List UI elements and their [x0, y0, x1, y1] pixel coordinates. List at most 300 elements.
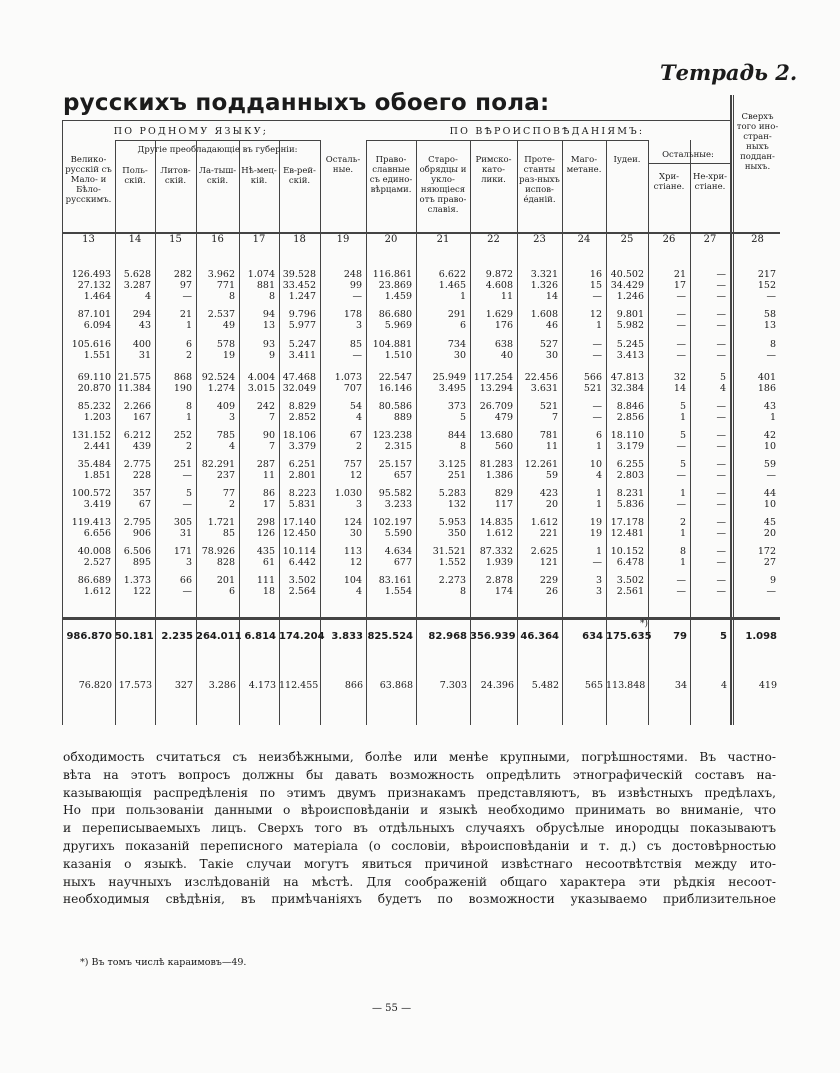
total-cell: 356.939: [470, 631, 516, 642]
table-cell: 8: [459, 586, 466, 597]
table-cell: 9: [268, 350, 275, 361]
table-cell: 1.386: [485, 470, 513, 481]
table-cell: 1.608: [530, 309, 558, 320]
column-number: 14: [128, 234, 142, 245]
table-cell: 80.586: [378, 401, 412, 412]
column-header-25: Іудеи.: [613, 155, 641, 165]
table-cell: 287: [256, 459, 275, 470]
table-cell: 5.953: [438, 517, 466, 528]
table-cell: 707: [343, 383, 362, 394]
table-cell: 3.413: [616, 350, 644, 361]
table-cell: 8: [769, 339, 776, 350]
table-cell: 45: [763, 517, 776, 528]
table-cell: 31: [138, 350, 151, 361]
total-cell: 5: [720, 631, 727, 642]
table-cell: 8.846: [616, 401, 644, 412]
column-number: 28: [751, 234, 764, 245]
table-cell: 2: [185, 441, 192, 452]
table-cell: 3.962: [207, 269, 235, 280]
table-cell: 122: [132, 586, 151, 597]
column-header-26: Хри-стіане.: [653, 172, 685, 192]
table-cell: 1.552: [438, 557, 466, 568]
table-cell: —: [676, 339, 686, 350]
table-cell: 242: [256, 401, 275, 412]
column-header-27: Не-хри-стіане.: [692, 172, 728, 192]
total-cell: 3.286: [208, 680, 236, 691]
column-header-17: Нѣ-мец-кій.: [241, 166, 277, 186]
column-header-23: Проте-станты раз-ныхъ испов-éданій.: [519, 155, 560, 205]
table-cell: 20: [545, 499, 558, 510]
table-cell: 1.551: [83, 350, 111, 361]
table-cell: 121: [539, 557, 558, 568]
table-cell: 2.803: [616, 470, 644, 481]
table-cell: 90: [262, 430, 275, 441]
table-cell: 771: [216, 280, 235, 291]
table-cell: 248: [343, 269, 362, 280]
table-cell: 1.721: [207, 517, 235, 528]
table-cell: 67: [138, 499, 151, 510]
table-cell: 2.564: [288, 586, 316, 597]
table-cell: —: [716, 517, 726, 528]
table-cell: 87.332: [479, 546, 513, 557]
table-cell: 8.223: [288, 488, 316, 499]
page-number: — 55 —: [372, 1003, 412, 1014]
table-cell: —: [716, 441, 726, 452]
total-cell: 76.820: [78, 680, 112, 691]
total-cell: 634: [582, 631, 603, 642]
table-cell: 4: [719, 383, 726, 394]
table-cell: 5: [185, 488, 192, 499]
table-rule: [62, 617, 780, 620]
column-header-20: Право-славные съ едино-вѣрцами.: [369, 155, 413, 195]
table-cell: 19: [589, 528, 602, 539]
table-cell: 66: [179, 575, 192, 586]
table-cell: 1.612: [83, 586, 111, 597]
column-header-19: Осталь-ные.: [325, 155, 361, 175]
table-cell: 2.537: [207, 309, 235, 320]
table-cell: —: [716, 470, 726, 481]
table-cell: 291: [447, 309, 466, 320]
column-header-13: Велико-русскій съ Мало- и Бѣло-русскимъ.: [65, 155, 112, 205]
table-cell: —: [182, 291, 192, 302]
column-number: 13: [82, 234, 95, 245]
table-cell: 4.634: [384, 546, 412, 557]
table-cell: 5: [679, 430, 686, 441]
total-cell: 264.011: [196, 631, 242, 642]
table-cell: 8: [679, 546, 686, 557]
table-cell: —: [676, 309, 686, 320]
column-header-28: Сверхъ того ино-стран-ныхъ поддан-ныхъ.: [736, 112, 779, 172]
text-line: ныхъ научныхъ изслѣдованій на мѣстѣ. Для соображеній общаго характера эти рѣдкія несоот-: [63, 874, 776, 889]
table-cell: 117: [494, 499, 513, 510]
table-cell: 59: [545, 470, 558, 481]
table-cell: 677: [393, 557, 412, 568]
table-cell: 58: [763, 309, 776, 320]
table-cell: 566: [583, 372, 602, 383]
table-cell: 5: [679, 401, 686, 412]
table-cell: —: [592, 401, 602, 412]
table-cell: 102.197: [372, 517, 412, 528]
table-cell: 23.869: [378, 280, 412, 291]
table-cell: 11: [262, 470, 275, 481]
text-line: необходимыя свѣдѣнія, въ примѣчаніяхъ будетъ по возможности указываемо приблизительное: [63, 892, 776, 907]
text-line: обходимость считаться съ неизбѣжными, болѣе или менѣе крупными, погрѣшностями. Въ частно-: [63, 750, 776, 764]
table-cell: 17.140: [282, 517, 316, 528]
table-cell: 1.612: [530, 517, 558, 528]
table-cell: 221: [539, 528, 558, 539]
total-cell: 24.396: [480, 680, 514, 691]
table-cell: —: [592, 291, 602, 302]
table-cell: —: [182, 499, 192, 510]
table-cell: 167: [132, 412, 151, 423]
table-cell: —: [716, 309, 726, 320]
table-cell: 400: [132, 339, 151, 350]
table-cell: 1.629: [485, 309, 513, 320]
table-cell: 1: [595, 320, 602, 331]
table-cell: 3.379: [288, 441, 316, 452]
table-cell: 12: [589, 309, 602, 320]
text-line: и переписываемыхъ лицъ. Сверхъ того въ отдѣльныхъ случаяхъ обрусѣлые инородцы показываютъ: [63, 821, 776, 836]
table-cell: 1: [679, 412, 686, 423]
table-cell: 11: [545, 441, 558, 452]
table-cell: 47.468: [282, 372, 316, 383]
table-cell: 176: [494, 320, 513, 331]
group-header-native-language: ПО РОДНОМУ ЯЗЫКУ;: [113, 126, 269, 137]
table-cell: 439: [132, 441, 151, 452]
total-cell: 5.482: [531, 680, 559, 691]
table-cell: 7: [268, 412, 275, 423]
table-cell: 757: [343, 459, 362, 470]
table-cell: 6.251: [288, 459, 316, 470]
table-cell: 1: [459, 291, 466, 302]
table-cell: 18: [262, 586, 275, 597]
total-cell: 175.635: [606, 631, 652, 642]
table-cell: 7: [551, 412, 558, 423]
table-cell: 13.680: [479, 430, 513, 441]
table-cell: 10.152: [610, 546, 644, 557]
total-cell: 63.868: [379, 680, 413, 691]
table-cell: 30: [453, 350, 466, 361]
table-cell: 16.146: [378, 383, 412, 394]
table-cell: —: [716, 586, 726, 597]
table-cell: 1.510: [384, 350, 412, 361]
table-cell: 21.575: [117, 372, 151, 383]
text-line: Но при пользованіи данными о вѣроисповѣданіи и языкѣ необходимо принимать во вниманіе, что: [63, 803, 776, 818]
table-cell: 99: [349, 280, 362, 291]
table-cell: 350: [447, 528, 466, 539]
table-cell: 6.478: [616, 557, 644, 568]
table-cell: 40: [500, 350, 513, 361]
table-cell: —: [766, 470, 776, 481]
table-cell: 25.157: [378, 459, 412, 470]
table-cell: 2.878: [485, 575, 513, 586]
table-cell: —: [592, 350, 602, 361]
table-cell: 17: [673, 280, 686, 291]
table-cell: —: [676, 350, 686, 361]
table-cell: 5.836: [616, 499, 644, 510]
table-cell: 479: [494, 412, 513, 423]
total-cell: 2.235: [161, 631, 193, 642]
table-cell: 113: [343, 546, 362, 557]
table-cell: 5: [459, 412, 466, 423]
column-number: 27: [703, 234, 717, 245]
table-cell: 1.373: [123, 575, 151, 586]
table-cell: —: [676, 441, 686, 452]
table-cell: 105.616: [71, 339, 111, 350]
table-cell: 86.680: [378, 309, 412, 320]
column-number: 15: [169, 234, 182, 245]
table-cell: 3.631: [530, 383, 558, 394]
table-cell: 131.152: [71, 430, 111, 441]
table-cell: 2: [185, 350, 192, 361]
table-cell: 20.870: [77, 383, 111, 394]
table-cell: 4.004: [247, 372, 275, 383]
table-cell: 31: [179, 528, 192, 539]
table-cell: 35.484: [77, 459, 111, 470]
table-cell: 6: [459, 320, 466, 331]
table-cell: 78.926: [201, 546, 235, 557]
table-cell: 3: [355, 499, 362, 510]
table-cell: 32.384: [610, 383, 644, 394]
table-cell: 5.977: [288, 320, 316, 331]
text-line: казанія о языкѣ. Такіе случаи могутъ явиться причиной извѣстнаго несоотвѣтствія между ито-: [63, 856, 776, 871]
table-cell: 4: [144, 291, 151, 302]
table-cell: 6.094: [83, 320, 111, 331]
table-rule: [733, 95, 734, 725]
table-cell: 1.073: [334, 372, 362, 383]
column-number: 16: [211, 234, 224, 245]
table-cell: 3.233: [384, 499, 412, 510]
table-cell: —: [716, 499, 726, 510]
table-cell: —: [352, 350, 362, 361]
column-header-16: Ла-тыш-скій.: [198, 166, 237, 186]
table-cell: 3: [595, 586, 602, 597]
table-cell: 2.441: [83, 441, 111, 452]
table-cell: 3.411: [288, 350, 316, 361]
table-rule: [62, 120, 730, 121]
table-cell: 401: [757, 372, 776, 383]
table-cell: 3: [185, 557, 192, 568]
table-cell: 2.795: [123, 517, 151, 528]
table-cell: 32: [673, 372, 686, 383]
column-header-14: Поль-скій.: [122, 166, 148, 186]
table-cell: 26.709: [479, 401, 513, 412]
total-cell: 17.573: [118, 680, 152, 691]
column-number: 18: [293, 234, 306, 245]
table-cell: 17: [262, 499, 275, 510]
table-cell: 190: [173, 383, 192, 394]
table-cell: 1.274: [207, 383, 235, 394]
table-cell: —: [676, 575, 686, 586]
table-cell: —: [352, 291, 362, 302]
table-cell: 6.622: [438, 269, 466, 280]
table-cell: 10: [763, 499, 776, 510]
table-cell: 1: [595, 499, 602, 510]
total-cell: 7.303: [439, 680, 467, 691]
table-cell: 20: [763, 528, 776, 539]
total-cell: 565: [584, 680, 603, 691]
total-cell: 986.870: [66, 631, 112, 642]
notebook-label: Тетрадь 2.: [660, 60, 798, 85]
table-cell: 217: [757, 269, 776, 280]
footnote: *) Въ томъ числѣ караимовъ—49.: [80, 957, 247, 968]
table-cell: 15: [589, 280, 602, 291]
table-cell: 67: [349, 430, 362, 441]
table-cell: 19: [589, 517, 602, 528]
table-cell: 21: [673, 269, 686, 280]
column-header-15: Литов-скій.: [160, 166, 191, 186]
table-cell: 6.656: [83, 528, 111, 539]
table-cell: 10.114: [282, 546, 316, 557]
column-number: 22: [487, 234, 500, 245]
table-cell: 132: [447, 499, 466, 510]
total-cell: 866: [344, 680, 363, 691]
table-rule: [648, 163, 730, 164]
table-cell: 4: [355, 586, 362, 597]
table-cell: 435: [256, 546, 275, 557]
table-cell: 93: [262, 339, 275, 350]
table-cell: 77: [222, 488, 235, 499]
table-cell: 14.835: [479, 517, 513, 528]
column-number: 20: [384, 234, 398, 245]
table-cell: —: [676, 470, 686, 481]
table-cell: 5.245: [616, 339, 644, 350]
table-cell: 27: [763, 557, 776, 568]
table-cell: 49: [222, 320, 235, 331]
table-cell: —: [716, 339, 726, 350]
table-cell: 87.101: [77, 309, 111, 320]
table-cell: 18.110: [610, 430, 644, 441]
table-cell: 1.326: [530, 280, 558, 291]
column-header-18: Ев-рей-скій.: [283, 166, 316, 186]
table-cell: —: [716, 459, 726, 470]
table-cell: 8.231: [616, 488, 644, 499]
table-cell: 81.283: [479, 459, 513, 470]
text-line: вѣта на этотъ вопросъ должны бы давать возможность опредѣлить этнографическій составъ на-: [63, 767, 776, 782]
table-cell: 9: [769, 575, 776, 586]
table-cell: 174: [494, 586, 513, 597]
table-cell: 1: [595, 441, 602, 452]
totals-footnote-mark: *): [640, 619, 649, 629]
table-cell: 17.178: [610, 517, 644, 528]
table-cell: 22.547: [378, 372, 412, 383]
table-cell: 5.590: [384, 528, 412, 539]
table-cell: 19: [222, 350, 235, 361]
table-cell: 298: [256, 517, 275, 528]
table-cell: 2.527: [83, 557, 111, 568]
table-cell: 6.212: [123, 430, 151, 441]
table-cell: 3.502: [288, 575, 316, 586]
table-cell: 126: [256, 528, 275, 539]
table-cell: 2: [228, 499, 235, 510]
table-cell: —: [766, 350, 776, 361]
table-cell: 32.049: [282, 383, 316, 394]
column-number: 26: [662, 234, 676, 245]
table-cell: 47.813: [610, 372, 644, 383]
table-cell: 14: [673, 383, 686, 394]
table-cell: —: [716, 557, 726, 568]
table-cell: 889: [393, 412, 412, 423]
table-cell: 2.852: [288, 412, 316, 423]
table-cell: 9.796: [288, 309, 316, 320]
table-cell: 201: [216, 575, 235, 586]
table-cell: 560: [494, 441, 513, 452]
table-cell: 844: [447, 430, 466, 441]
table-cell: 13: [262, 320, 275, 331]
table-cell: 13: [763, 320, 776, 331]
table-rule: [730, 95, 732, 725]
table-cell: 1: [769, 412, 776, 423]
table-cell: 252: [173, 430, 192, 441]
table-cell: 26: [545, 586, 558, 597]
table-cell: 97: [179, 280, 192, 291]
table-cell: 1.939: [485, 557, 513, 568]
table-cell: 11.384: [117, 383, 151, 394]
table-cell: —: [716, 269, 726, 280]
table-cell: 282: [173, 269, 192, 280]
table-cell: 3.495: [438, 383, 466, 394]
table-cell: —: [592, 339, 602, 350]
table-cell: 237: [216, 470, 235, 481]
table-cell: 1.612: [485, 528, 513, 539]
table-cell: 186: [757, 383, 776, 394]
total-cell: 327: [174, 680, 193, 691]
total-cell: 4.173: [248, 680, 276, 691]
table-cell: 5.831: [288, 499, 316, 510]
table-cell: 104.881: [372, 339, 412, 350]
table-cell: 2.273: [438, 575, 466, 586]
table-cell: 8.829: [288, 401, 316, 412]
table-cell: 69.110: [77, 372, 111, 383]
table-cell: —: [676, 499, 686, 510]
table-cell: 1: [185, 412, 192, 423]
table-cell: 638: [494, 339, 513, 350]
table-cell: 4.608: [485, 280, 513, 291]
table-cell: 83.161: [378, 575, 412, 586]
table-cell: 1: [595, 488, 602, 499]
table-cell: 781: [539, 430, 558, 441]
table-cell: 42: [763, 430, 776, 441]
table-cell: 1.554: [384, 586, 412, 597]
total-cell: 113.848: [606, 680, 646, 691]
table-cell: 5.628: [123, 269, 151, 280]
column-number: 19: [336, 234, 350, 245]
column-number: 25: [620, 234, 634, 245]
table-cell: 43: [138, 320, 151, 331]
table-cell: 228: [132, 470, 151, 481]
table-cell: 1.247: [288, 291, 316, 302]
total-cell: 82.968: [428, 631, 467, 642]
table-cell: 46: [545, 320, 558, 331]
column-number: 23: [533, 234, 546, 245]
table-cell: 85: [349, 339, 362, 350]
table-cell: —: [716, 546, 726, 557]
table-cell: 1: [679, 528, 686, 539]
group-header-religion: ПО ВѢРОИСПОВѢДАНІЯМЪ:: [449, 126, 645, 137]
total-cell: 419: [758, 680, 777, 691]
table-cell: 2.856: [616, 412, 644, 423]
table-cell: 22.456: [524, 372, 558, 383]
table-cell: 85: [222, 528, 235, 539]
table-cell: 152: [757, 280, 776, 291]
table-cell: 86.689: [77, 575, 111, 586]
table-cell: 4: [595, 470, 602, 481]
table-cell: 409: [216, 401, 235, 412]
table-cell: 1: [679, 557, 686, 568]
table-cell: 117.254: [473, 372, 513, 383]
table-cell: 9.801: [616, 309, 644, 320]
table-cell: 1.246: [616, 291, 644, 302]
